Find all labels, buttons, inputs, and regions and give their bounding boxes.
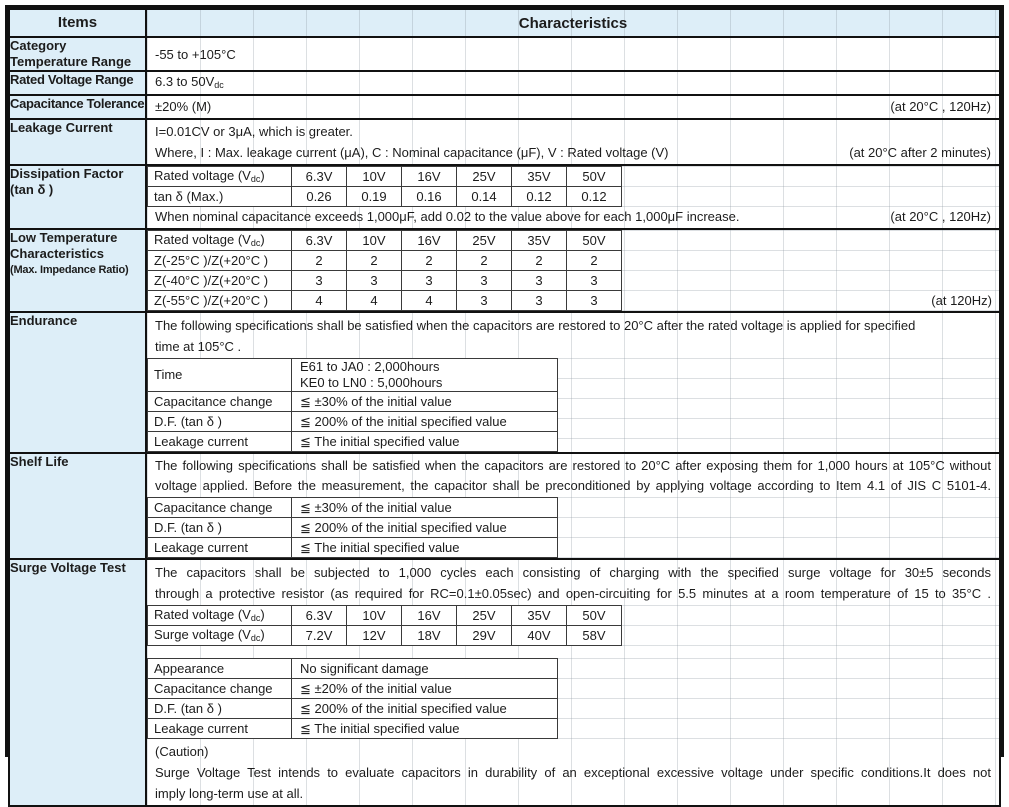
surge-voltage-filler	[622, 605, 999, 646]
shelf-life-label: Shelf Life	[9, 453, 146, 559]
endurance-leakage-value: ≦ The initial specified value	[292, 432, 558, 452]
lt-z25-label: Z(-25°C )/Z(+20°C )	[148, 251, 292, 271]
endurance-paragraph-line2: time at 105°C .	[155, 339, 242, 354]
df-voltage: 50V	[567, 167, 622, 187]
row-leakage-current	[9, 119, 1000, 165]
leakage-current-label: Leakage Current	[9, 119, 146, 165]
lt-z25-value: 2	[402, 251, 457, 271]
endurance-paragraph-line1: The following specifications shall be satisfied when the capacitors are restored to 20°C after the rated voltage is applied for specified	[155, 318, 916, 333]
surge-result-filler	[558, 658, 999, 739]
characteristics-table	[8, 8, 1001, 807]
low-temperature-label: Low Temperature Characteristics	[10, 230, 118, 261]
low-temperature-filler	[622, 230, 999, 311]
capacitance-tolerance-label: Capacitance Tolerance	[10, 96, 145, 111]
characteristics-header: Characteristics	[146, 9, 1000, 37]
lt-voltage: 35V	[512, 231, 567, 251]
low-temperature-condition: (at 120Hz)	[931, 293, 992, 308]
vdc-subscript: dc	[250, 633, 261, 643]
surge-voltage-value: 18V	[402, 626, 457, 646]
surge-df-value: ≦ 200% of the initial specified value	[292, 699, 558, 719]
surge-rated-voltage: 10V	[347, 606, 402, 626]
surge-caution-line1: Surge Voltage Test intends to evaluate capacitors in durability of an exceptional excessive voltage under specific conditions.It does not	[155, 765, 991, 780]
shelf-leakage-value: ≦ The initial specified value	[292, 538, 558, 558]
endurance-time-line1: E61 to JA0 : 2,000hours	[300, 359, 440, 374]
lt-z40-value: 3	[512, 271, 567, 291]
df-voltage: 10V	[347, 167, 402, 187]
rated-voltage-range-value: 6.3 to $50V_{dc}$	[155, 74, 224, 90]
df-voltage: 35V	[512, 167, 567, 187]
lt-z40-value: 3	[457, 271, 512, 291]
surge-capacitance-change-value: ≦ ±20% of the initial value	[292, 679, 558, 699]
lt-voltage: 16V	[402, 231, 457, 251]
df-tan-delta-label: tan δ (Max.)	[148, 187, 292, 207]
lt-z25-value: 2	[292, 251, 347, 271]
dissipation-factor-note: When nominal capacitance exceeds 1,000μF, add 0.02 to the value above for each 1,000μF increase.	[155, 209, 740, 224]
endurance-label: Endurance	[9, 312, 146, 453]
category-temperature-range-label: Category Temperature Range	[9, 37, 146, 71]
lt-z40-label: Z(-40°C )/Z(+20°C )	[148, 271, 292, 291]
row-surge-voltage-test	[9, 559, 1000, 806]
df-voltage: 25V	[457, 167, 512, 187]
surge-caution-title: (Caution)	[155, 744, 209, 759]
shelf-life-filler	[558, 497, 999, 558]
surge-voltage-header: Surge voltage $(V_{dc})$	[148, 626, 292, 646]
endurance-time-label: Time	[148, 359, 292, 392]
endurance-spec-table	[147, 358, 558, 452]
endurance-df-value: ≦ 200% of the initial specified value	[292, 412, 558, 432]
surge-rated-voltage-header: Rated voltage $(V_{dc})$	[148, 606, 292, 626]
lt-z55-label: Z(-55°C )/Z(+20°C )	[148, 291, 292, 311]
surge-capacitance-change-label: Capacitance change	[148, 679, 292, 699]
endurance-time-line2: KE0 to LN0 : 5,000hours	[300, 375, 443, 390]
row-rated-voltage-range	[9, 71, 1000, 95]
lt-z55-value: 3	[457, 291, 512, 311]
surge-voltage-test-label: Surge Voltage Test	[9, 559, 146, 806]
lt-rated-voltage-header: Rated voltage $(V_{dc})$	[148, 231, 292, 251]
df-tan-value: 0.12	[567, 187, 622, 207]
lt-z40-value: 3	[402, 271, 457, 291]
vdc-subscript: dc	[214, 80, 224, 90]
df-tan-value: 0.14	[457, 187, 512, 207]
endurance-capacitance-change-value: ≦ ±30% of the initial value	[292, 392, 558, 412]
surge-voltage-value: 58V	[567, 626, 622, 646]
surge-appearance-label: Appearance	[148, 659, 292, 679]
row-dissipation-factor	[9, 165, 1000, 229]
surge-appearance-value: No significant damage	[292, 659, 558, 679]
lt-z40-value: 3	[292, 271, 347, 291]
lt-voltage: 10V	[347, 231, 402, 251]
capacitance-tolerance-value: ±20% (M)	[155, 99, 212, 114]
dissipation-factor-label: Dissipation Factor	[10, 166, 124, 181]
row-endurance	[9, 312, 1000, 453]
shelf-life-paragraph-line1: The following specifications shall be satisfied when the capacitors are restored to 20°C after exposing them for 1,000 hours at 105°C without	[155, 458, 991, 473]
endurance-capacitance-change-label: Capacitance change	[148, 392, 292, 412]
endurance-df-label: D.F. (tan δ )	[148, 412, 292, 432]
category-temperature-range-value: -55 to +105°C	[155, 47, 236, 62]
surge-paragraph-line2: through a protective resistor (as required for RC=0.1±0.05sec) and open-circuiting for 5.5 minutes at a room temperature of 15 to 35°C .	[155, 586, 991, 601]
df-voltage: 6.3V	[292, 167, 347, 187]
lt-z55-value: 4	[292, 291, 347, 311]
low-temperature-table	[147, 230, 622, 311]
df-tan-value: 0.19	[347, 187, 402, 207]
surge-voltage-table	[147, 605, 622, 646]
lt-voltage: 50V	[567, 231, 622, 251]
shelf-capacitance-change-label: Capacitance change	[148, 498, 292, 518]
surge-result-table	[147, 658, 558, 739]
lt-z25-value: 2	[457, 251, 512, 271]
surge-leakage-value: ≦ The initial specified value	[292, 719, 558, 739]
surge-voltage-value: 29V	[457, 626, 512, 646]
surge-voltage-value: 40V	[512, 626, 567, 646]
surge-leakage-label: Leakage current	[148, 719, 292, 739]
lt-voltage: 25V	[457, 231, 512, 251]
surge-paragraph-line1: The capacitors shall be subjected to 1,000 cycles each consisting of charging with the specified surge voltage for 30±5 seconds	[155, 565, 991, 580]
surge-rated-voltage: 35V	[512, 606, 567, 626]
lt-z55-value: 4	[347, 291, 402, 311]
shelf-capacitance-change-value: ≦ ±30% of the initial value	[292, 498, 558, 518]
surge-rated-voltage: 16V	[402, 606, 457, 626]
endurance-filler	[558, 358, 999, 452]
lt-voltage: 6.3V	[292, 231, 347, 251]
vdc-subscript: dc	[250, 613, 261, 623]
surge-voltage-value: 12V	[347, 626, 402, 646]
df-voltage: 16V	[402, 167, 457, 187]
surge-gap	[147, 646, 999, 658]
shelf-df-value: ≦ 200% of the initial specified value	[292, 518, 558, 538]
dissipation-factor-table	[147, 166, 622, 207]
lt-z25-value: 2	[347, 251, 402, 271]
lt-z55-value: 3	[567, 291, 622, 311]
row-category-temperature-range	[9, 37, 1000, 71]
rated-voltage-range-label: Rated Voltage Range	[10, 72, 134, 87]
lt-z40-value: 3	[347, 271, 402, 291]
row-capacitance-tolerance	[9, 95, 1000, 119]
surge-voltage-value: 7.2V	[292, 626, 347, 646]
surge-rated-voltage: 6.3V	[292, 606, 347, 626]
lt-z25-value: 2	[567, 251, 622, 271]
items-header: Items	[9, 9, 146, 37]
df-rated-voltage-header: Rated voltage $(V_{dc})$	[148, 167, 292, 187]
spec-sheet	[5, 5, 1004, 801]
vdc-subscript: dc	[250, 238, 261, 248]
dissipation-factor-sublabel: (tan δ )	[10, 182, 54, 197]
lt-z25-value: 2	[512, 251, 567, 271]
row-low-temperature	[9, 229, 1000, 312]
df-tan-value: 0.26	[292, 187, 347, 207]
leakage-current-condition: (at 20°C after 2 minutes)	[849, 145, 991, 160]
shelf-life-spec-table	[147, 497, 558, 558]
surge-df-label: D.F. (tan δ )	[148, 699, 292, 719]
lt-z55-value: 4	[402, 291, 457, 311]
df-tan-value: 0.12	[512, 187, 567, 207]
row-shelf-life	[9, 453, 1000, 559]
shelf-leakage-label: Leakage current	[148, 538, 292, 558]
lt-z55-value: 3	[512, 291, 567, 311]
capacitance-tolerance-condition: (at 20°C , 120Hz)	[890, 99, 991, 114]
leakage-current-definition: Where, I : Max. leakage current (μA), C : Nominal capacitance (μF), V : Rated voltage (V)	[155, 145, 669, 160]
df-tan-value: 0.16	[402, 187, 457, 207]
surge-rated-voltage: 50V	[567, 606, 622, 626]
endurance-leakage-label: Leakage current	[148, 432, 292, 452]
surge-caution-line2: imply long-term use at all.	[155, 786, 304, 801]
low-temperature-sublabel: (Max. Impedance Ratio)	[10, 264, 129, 276]
lt-z40-value: 3	[567, 271, 622, 291]
shelf-life-paragraph-line2: voltage applied. Before the measurement, the capacitor shall be preconditioned by applying voltage according to Item 4.1 of JIS C 5101-4.	[155, 478, 991, 493]
shelf-df-label: D.F. (tan δ )	[148, 518, 292, 538]
dissipation-factor-condition: (at 20°C , 120Hz)	[890, 209, 991, 224]
header-row	[9, 9, 1000, 37]
surge-rated-voltage: 25V	[457, 606, 512, 626]
vdc-subscript: dc	[250, 174, 261, 184]
dissipation-factor-filler	[622, 166, 999, 207]
leakage-current-formula: I=0.01CV or 3μA, which is greater.	[155, 124, 353, 139]
